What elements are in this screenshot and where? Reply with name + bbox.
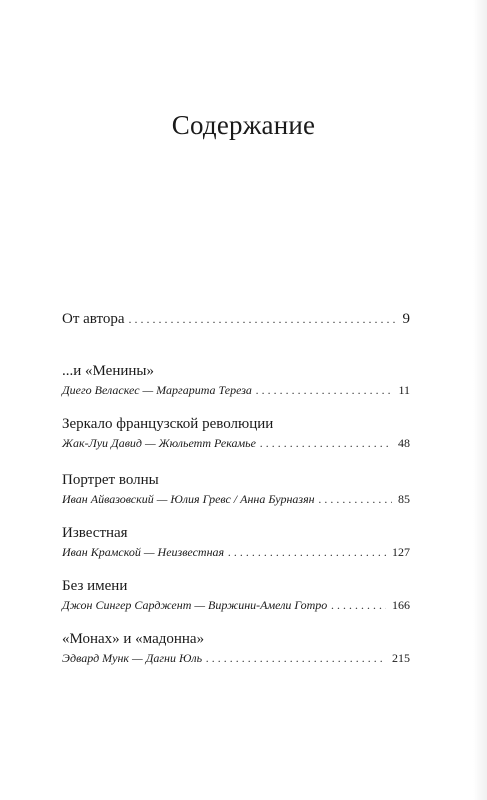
toc-subtitle: Иван Крамской — Неизвестная: [62, 545, 225, 559]
toc-subtitle: Иван Айвазовский — Юлия Гревс / Анна Бурназян: [62, 492, 315, 506]
toc-subtitle-line: [62, 436, 410, 451]
toc-leader-dots: [260, 436, 392, 451]
toc-heading: Известная: [62, 525, 128, 541]
toc-subtitle: Джон Сингер Сарджент — Виржини-Амели Готро: [62, 598, 328, 612]
toc-entry: [62, 311, 410, 328]
toc-entry: [62, 363, 410, 398]
toc-subtitle-line: [62, 383, 410, 398]
toc-entry: [62, 631, 410, 666]
toc-heading: «Монах» и «мадонна»: [62, 631, 205, 647]
toc-entry: [62, 578, 410, 613]
toc-heading: От автора: [62, 311, 125, 327]
toc-leader-dots: [331, 598, 386, 613]
toc-heading-line: [62, 311, 410, 328]
toc-page-number: 85: [398, 492, 410, 506]
toc-leader-dots: [256, 383, 393, 398]
toc-subtitle: Диего Веласкес — Маргарита Тереза: [62, 383, 252, 397]
toc-page-number: 11: [398, 383, 410, 397]
toc-entry: [62, 472, 410, 507]
toc-subtitle: Эдвард Мунк — Дагни Юль: [62, 651, 203, 665]
toc-subtitle-line: [62, 651, 410, 666]
page-title: Содержание: [171, 110, 316, 141]
toc-subtitle: Жак-Луи Давид — Жюльетт Рекамье: [62, 436, 256, 450]
toc-entry: [62, 416, 410, 451]
toc-leader-dots: [319, 492, 392, 507]
toc-subtitle-line: [62, 492, 410, 507]
toc-heading: Портрет волны: [62, 472, 159, 488]
toc-page-number: 127: [392, 545, 410, 559]
toc-heading: Зеркало французской революции: [62, 416, 274, 432]
toc-leader-dots: [206, 651, 386, 666]
toc-entry: [62, 525, 410, 560]
toc-subtitle-line: [62, 598, 410, 613]
toc-subtitle-line: [62, 545, 410, 560]
toc-leader-dots: [228, 545, 386, 560]
toc-page-number: 166: [392, 598, 410, 612]
toc-heading: Без имени: [62, 578, 128, 594]
toc-page-number: 9: [402, 311, 410, 327]
toc-leader-dots: [129, 311, 397, 328]
toc-page-number: 48: [398, 436, 410, 450]
toc-heading: ...и «Менины»: [62, 363, 154, 379]
toc-page-number: 215: [392, 651, 410, 665]
